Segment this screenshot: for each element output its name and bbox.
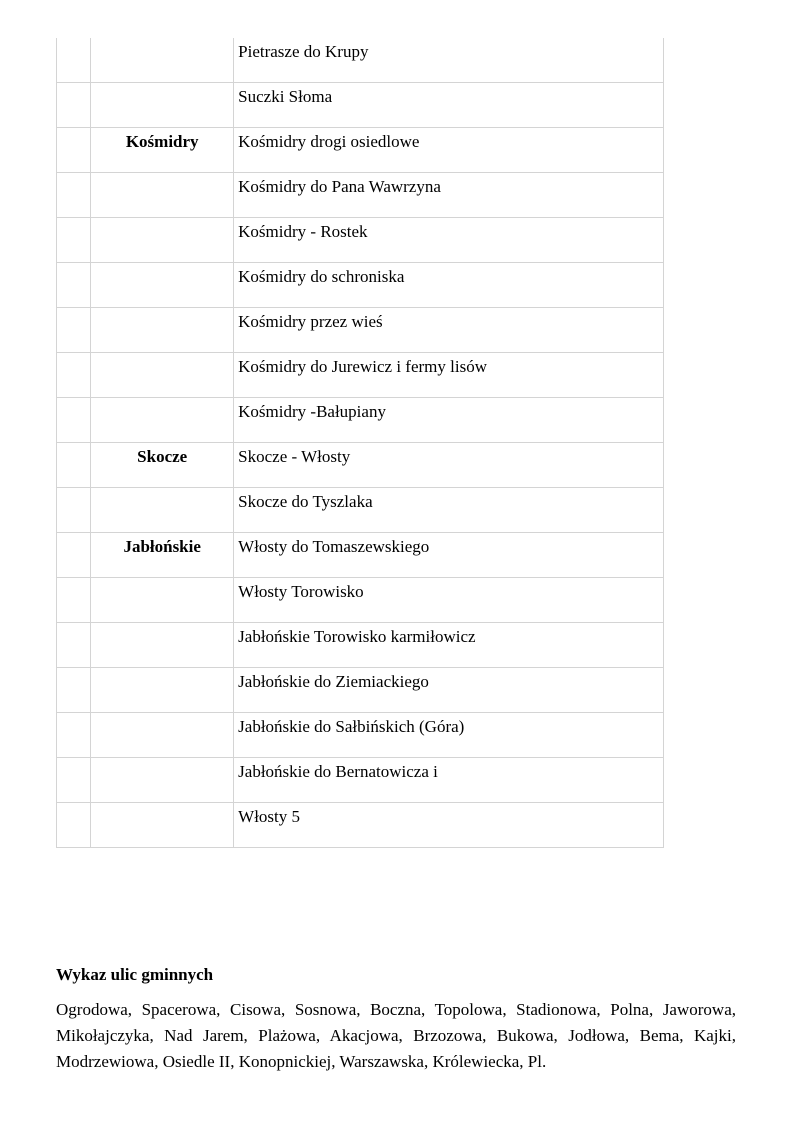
village-cell	[91, 443, 234, 488]
row-number-cell	[57, 623, 91, 668]
road-name: Jabłońskie do Bernatowicza i	[238, 762, 438, 781]
row-number-cell	[57, 488, 91, 533]
road-cell	[234, 758, 664, 803]
road-name: Kośmidry -Bałupiany	[238, 402, 386, 421]
table-row	[57, 218, 664, 263]
village-cell	[91, 128, 234, 173]
road-name: Pietrasze do Krupy	[238, 42, 369, 61]
village-cell	[91, 623, 234, 668]
village-name	[91, 713, 233, 718]
table-row	[57, 803, 664, 848]
table-row	[57, 578, 664, 623]
row-number-cell	[57, 263, 91, 308]
row-number-cell	[57, 308, 91, 353]
road-name: Jabłońskie Torowisko karmiłowicz	[238, 627, 476, 646]
road-name: Włosty do Tomaszewskiego	[238, 537, 430, 556]
road-name: Kośmidry do Pana Wawrzyna	[238, 177, 441, 196]
road-cell	[234, 38, 664, 83]
road-cell	[234, 308, 664, 353]
village-name	[91, 263, 233, 268]
row-number-cell	[57, 758, 91, 803]
village-cell	[91, 533, 234, 578]
village-cell	[91, 713, 234, 758]
village-cell	[91, 218, 234, 263]
village-cell	[91, 488, 234, 533]
table-row	[57, 488, 664, 533]
road-cell	[234, 533, 664, 578]
section-heading: Wykaz ulic gminnych	[56, 965, 214, 984]
village-cell	[91, 668, 234, 713]
village-cell	[91, 308, 234, 353]
row-number-cell	[57, 353, 91, 398]
road-name: Włosty 5	[238, 807, 301, 826]
row-number-cell	[57, 128, 91, 173]
village-cell	[91, 38, 234, 83]
row-number-cell	[57, 218, 91, 263]
row-number-cell	[57, 38, 91, 83]
village-name	[91, 398, 233, 403]
road-name: Kośmidry - Rostek	[238, 222, 368, 241]
road-name: Kośmidry do schroniska	[238, 267, 405, 286]
village-name	[91, 173, 233, 178]
road-cell	[234, 668, 664, 713]
table-row	[57, 83, 664, 128]
road-cell	[234, 803, 664, 848]
village-name	[91, 308, 233, 313]
road-cell	[234, 443, 664, 488]
row-number-cell	[57, 713, 91, 758]
village-cell	[91, 83, 234, 128]
road-cell	[234, 488, 664, 533]
row-number-cell	[57, 578, 91, 623]
village-name: Kośmidry	[125, 132, 199, 151]
road-cell	[234, 83, 664, 128]
village-name	[91, 38, 233, 43]
table-row	[57, 758, 664, 803]
row-number-cell	[57, 173, 91, 218]
village-name	[91, 803, 233, 808]
row-number-cell	[57, 803, 91, 848]
road-cell	[234, 218, 664, 263]
village-cell	[91, 803, 234, 848]
road-name: Suczki Słoma	[238, 87, 333, 106]
row-number-cell	[57, 668, 91, 713]
village-cell	[91, 758, 234, 803]
table-row	[57, 308, 664, 353]
row-number-cell	[57, 398, 91, 443]
table-row	[57, 353, 664, 398]
village-name	[91, 623, 233, 628]
road-name: Skocze do Tyszlaka	[238, 492, 373, 511]
table-row	[57, 533, 664, 578]
roads-table-body	[57, 38, 664, 848]
village-name: Skocze	[137, 447, 188, 466]
road-cell	[234, 578, 664, 623]
road-name: Kośmidry przez wieś	[238, 312, 383, 331]
road-name: Jabłońskie do Ziemiackiego	[238, 672, 429, 691]
road-cell	[234, 623, 664, 668]
table-row	[57, 398, 664, 443]
table-row	[57, 128, 664, 173]
road-cell	[234, 128, 664, 173]
village-name	[91, 353, 233, 358]
village-name	[91, 218, 233, 223]
village-name	[91, 578, 233, 583]
row-number-cell	[57, 533, 91, 578]
table-row	[57, 38, 664, 83]
table-row	[57, 623, 664, 668]
table-row	[57, 263, 664, 308]
road-name: Skocze - Włosty	[238, 447, 351, 466]
table-row	[57, 173, 664, 218]
road-name: Kośmidry do Jurewicz i fermy lisów	[238, 357, 487, 376]
road-cell	[234, 263, 664, 308]
street-list-paragraph: Ogrodowa, Spacerowa, Cisowa, Sosnowa, Boczna, Topolowa, Stadionowa, Polna, Jaworowa, Mikołajczyka, Nad Jarem, Plażowa, Akacjowa, Brzozowa, Bukowa, Jodłowa, Bema, Kajki, Modrzewiowa, Osiedle II, Konopnickiej, Warszawska, Królewiecka, Pl.	[56, 1000, 736, 1071]
road-name: Włosty Torowisko	[238, 582, 364, 601]
village-cell	[91, 578, 234, 623]
table-row	[57, 668, 664, 713]
roads-table	[56, 38, 664, 848]
table-row	[57, 713, 664, 758]
road-name: Kośmidry drogi osiedlowe	[238, 132, 420, 151]
village-cell	[91, 353, 234, 398]
row-number-cell	[57, 443, 91, 488]
row-number-cell	[57, 83, 91, 128]
road-name: Jabłońskie do Sałbińskich (Góra)	[238, 717, 465, 736]
village-name: Jabłońskie	[123, 537, 201, 556]
village-cell	[91, 398, 234, 443]
village-name	[91, 668, 233, 673]
road-cell	[234, 353, 664, 398]
village-name	[91, 488, 233, 493]
village-cell	[91, 263, 234, 308]
village-cell	[91, 173, 234, 218]
table-row	[57, 443, 664, 488]
village-name	[91, 83, 233, 88]
road-cell	[234, 398, 664, 443]
village-name	[91, 758, 233, 763]
road-cell	[234, 713, 664, 758]
road-cell	[234, 173, 664, 218]
